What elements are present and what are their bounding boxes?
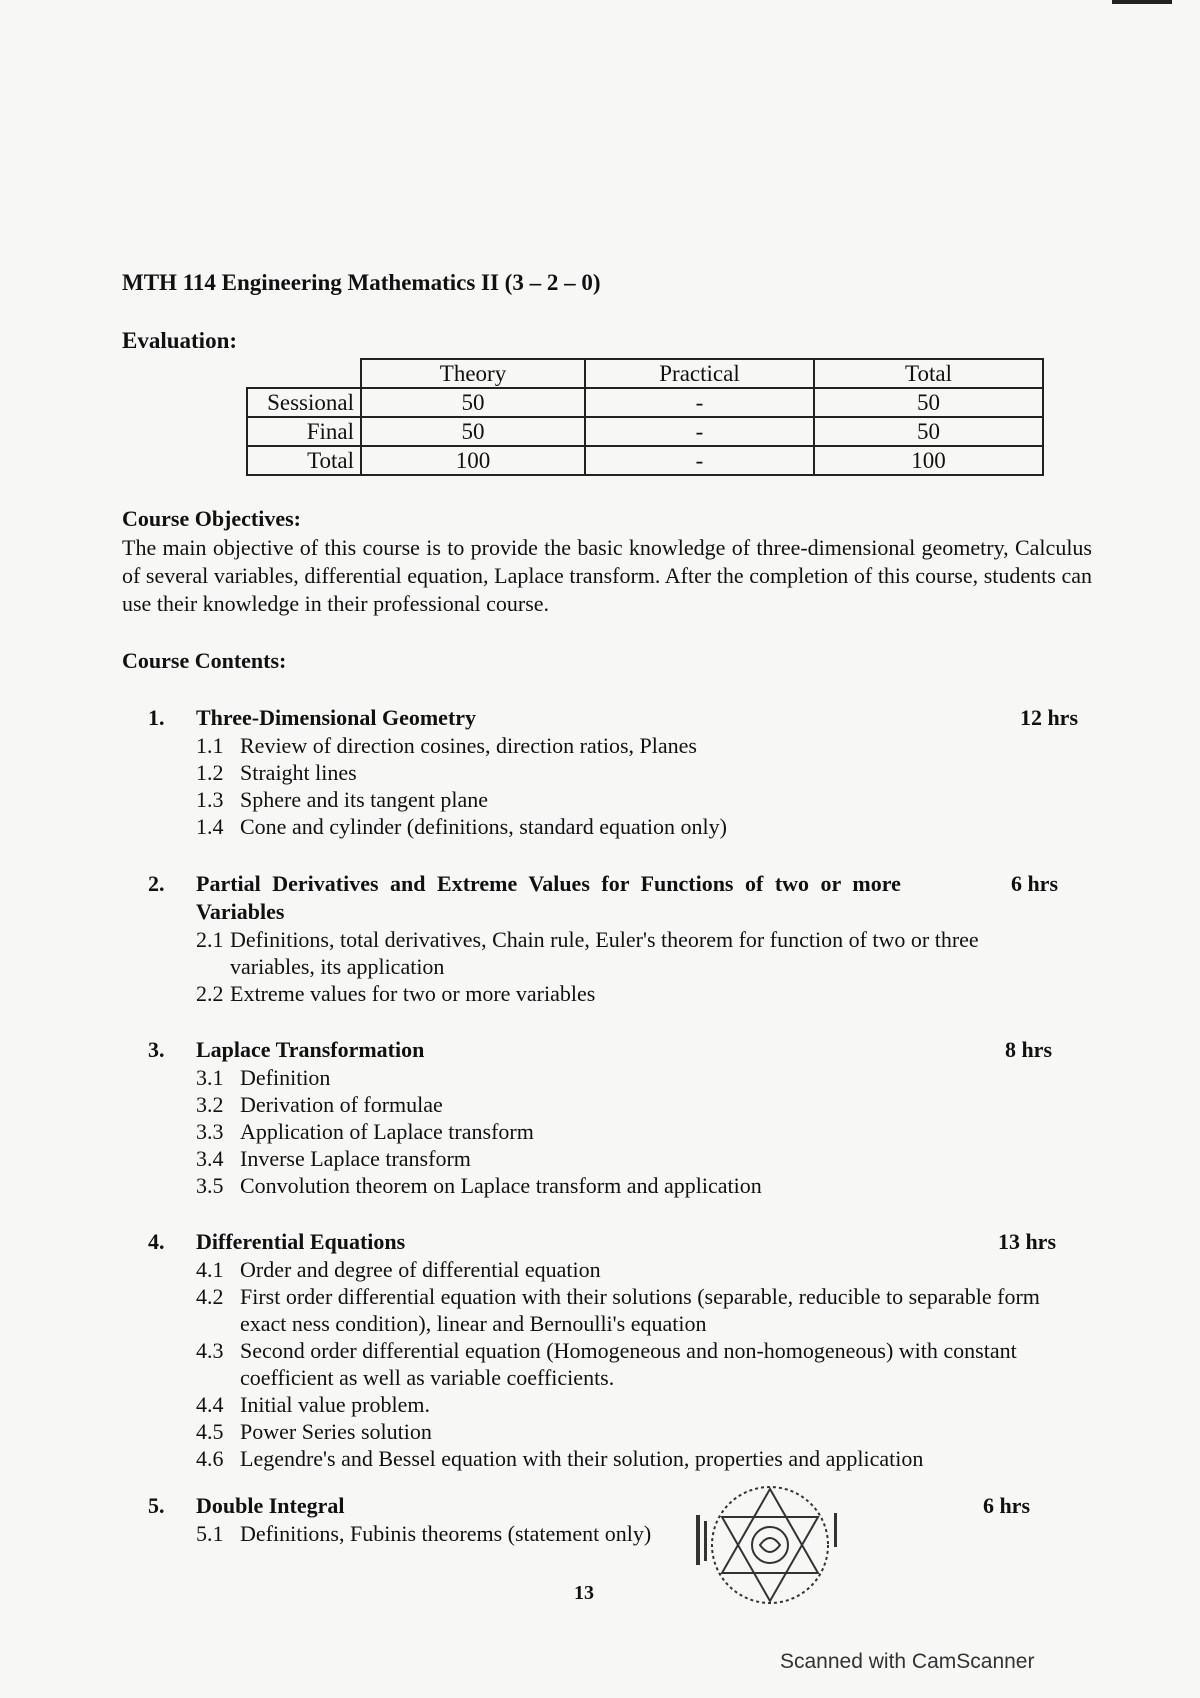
unit-title: Three-Dimensional Geometry [196, 705, 477, 730]
item-text: Application of Laplace transform [240, 1119, 534, 1144]
unit-number: 1. [148, 705, 165, 730]
unit-hours: 6 hrs [982, 1493, 1030, 1518]
unit-number: 2. [148, 871, 165, 896]
row-label: Final [247, 417, 361, 446]
item-number: 2.1 [196, 927, 224, 952]
item-number: 4.1 [196, 1257, 224, 1282]
course-title: MTH 114 Engineering Mathematics II (3 – 2 – 0) [122, 270, 601, 295]
item-number: 3.1 [196, 1065, 224, 1090]
page-number: 13 [574, 1582, 594, 1604]
unit-header [148, 1036, 1078, 1064]
unit-title: Partial Derivatives and Extreme Values for Functions of two or more Variables [196, 871, 901, 924]
item-text: Derivation of formulae [240, 1092, 443, 1117]
table-cell: 50 [361, 417, 585, 446]
unit-number: 4. [148, 1229, 165, 1254]
table-cell: - [585, 388, 814, 417]
table-row [247, 417, 1043, 446]
scan-edge-mark [1112, 0, 1172, 4]
unit-title: Differential Equations [196, 1229, 406, 1254]
item-text: Definitions, total derivatives, Chain rule, Euler's theorem for function of two or three variables, its application [230, 927, 979, 979]
list-item [196, 813, 1078, 840]
item-number: 1.3 [196, 787, 224, 812]
table-row [247, 446, 1043, 475]
unit-hours: 8 hrs [1004, 1037, 1052, 1062]
list-item [196, 1091, 1078, 1118]
item-text: Initial value problem. [240, 1392, 430, 1417]
list-item [196, 1064, 1078, 1091]
item-number: 4.2 [196, 1284, 224, 1309]
column-header: Theory [361, 359, 585, 388]
item-text: Sphere and its tangent plane [240, 787, 489, 812]
unit-5 [148, 1492, 1078, 1547]
list-item [196, 1256, 1078, 1283]
unit-header [148, 704, 1078, 732]
list-item [196, 1172, 1078, 1199]
item-number: 4.4 [196, 1392, 224, 1417]
item-text: Order and degree of differential equation [240, 1257, 601, 1282]
list-item [196, 1145, 1078, 1172]
list-item [196, 759, 1078, 786]
item-text: Convolution theorem on Laplace transform and application [240, 1173, 762, 1198]
item-text: Review of direction cosines, direction ratios, Planes [240, 733, 697, 758]
list-item [196, 1520, 1078, 1547]
item-text: First order differential equation with their solutions (separable, reducible to separable form exact ness condition), linear and Bernoulli's equation [240, 1284, 1040, 1336]
list-item [196, 1118, 1078, 1145]
objectives-text: The main objective of this course is to provide the basic knowledge of three-dimensional geometry, Calculus of several variables, differential equation, Laplace transform. After the completion of this course, students can use their knowledge in their professional course. [122, 535, 1092, 616]
table-cell: 100 [814, 446, 1043, 475]
unit-header [148, 870, 1078, 926]
table-cell: 100 [361, 446, 585, 475]
item-number: 3.4 [196, 1146, 224, 1171]
item-number: 5.1 [196, 1521, 224, 1546]
unit-header [148, 1228, 1078, 1256]
table-cell: 50 [361, 388, 585, 417]
unit-title: Laplace Transformation [196, 1037, 425, 1062]
list-item [196, 1418, 1078, 1445]
evaluation-label: Evaluation: [122, 328, 238, 353]
list-item [196, 786, 1078, 813]
unit-hours: 6 hrs [1010, 871, 1058, 896]
contents-heading: Course Contents: [122, 648, 287, 673]
unit-title: Double Integral [196, 1493, 345, 1518]
row-label: Total [247, 446, 361, 475]
university-seal-icon [690, 1475, 850, 1615]
list-item [196, 732, 1078, 759]
item-number: 3.3 [196, 1119, 224, 1144]
objectives-heading: Course Objectives: [122, 506, 302, 531]
item-number: 3.5 [196, 1173, 224, 1198]
item-text: Definitions, Fubinis theorems (statement only) [240, 1521, 652, 1546]
unit-number: 3. [148, 1037, 165, 1062]
item-text: Cone and cylinder (definitions, standard equation only) [240, 814, 727, 839]
item-number: 1.4 [196, 814, 224, 839]
evaluation-table [246, 358, 1044, 476]
list-item [196, 980, 1078, 1007]
unit-header [148, 1492, 1078, 1520]
column-header: Total [814, 359, 1043, 388]
scanner-watermark: Scanned with CamScanner [780, 1650, 1035, 1673]
item-number: 1.2 [196, 760, 224, 785]
table-cell: - [585, 417, 814, 446]
table-header-row [247, 359, 1043, 388]
table-corner-cell [247, 359, 361, 388]
unit-hours: 12 hrs [1019, 705, 1078, 730]
item-text: Definition [240, 1065, 331, 1090]
item-number: 4.5 [196, 1419, 224, 1444]
table-cell: - [585, 446, 814, 475]
list-item [196, 926, 1078, 980]
list-item [196, 1283, 1078, 1337]
item-text: Legendre's and Bessel equation with their solution, properties and application [240, 1446, 924, 1471]
item-number: 4.6 [196, 1446, 224, 1471]
unit-4 [148, 1228, 1078, 1472]
list-item [196, 1445, 1078, 1472]
item-number: 3.2 [196, 1092, 224, 1117]
column-header: Practical [585, 359, 814, 388]
item-text: Straight lines [240, 760, 357, 785]
table-cell: 50 [814, 417, 1043, 446]
list-item [196, 1391, 1078, 1418]
item-number: 1.1 [196, 733, 224, 758]
list-item [196, 1337, 1078, 1391]
item-text: Power Series solution [240, 1419, 432, 1444]
item-number: 4.3 [196, 1338, 224, 1363]
item-number: 2.2 [196, 981, 224, 1006]
item-text: Second order differential equation (Homogeneous and non-homogeneous) with constant coefficient as well as variable coefficients. [240, 1338, 1017, 1390]
unit-1 [148, 704, 1078, 840]
unit-number: 5. [148, 1493, 165, 1518]
table-cell: 50 [814, 388, 1043, 417]
item-text: Inverse Laplace transform [240, 1146, 471, 1171]
table-row [247, 388, 1043, 417]
item-text: Extreme values for two or more variables [230, 981, 596, 1006]
row-label: Sessional [247, 388, 361, 417]
unit-3 [148, 1036, 1078, 1199]
unit-hours: 13 hrs [997, 1229, 1056, 1254]
unit-2 [148, 870, 1078, 1007]
